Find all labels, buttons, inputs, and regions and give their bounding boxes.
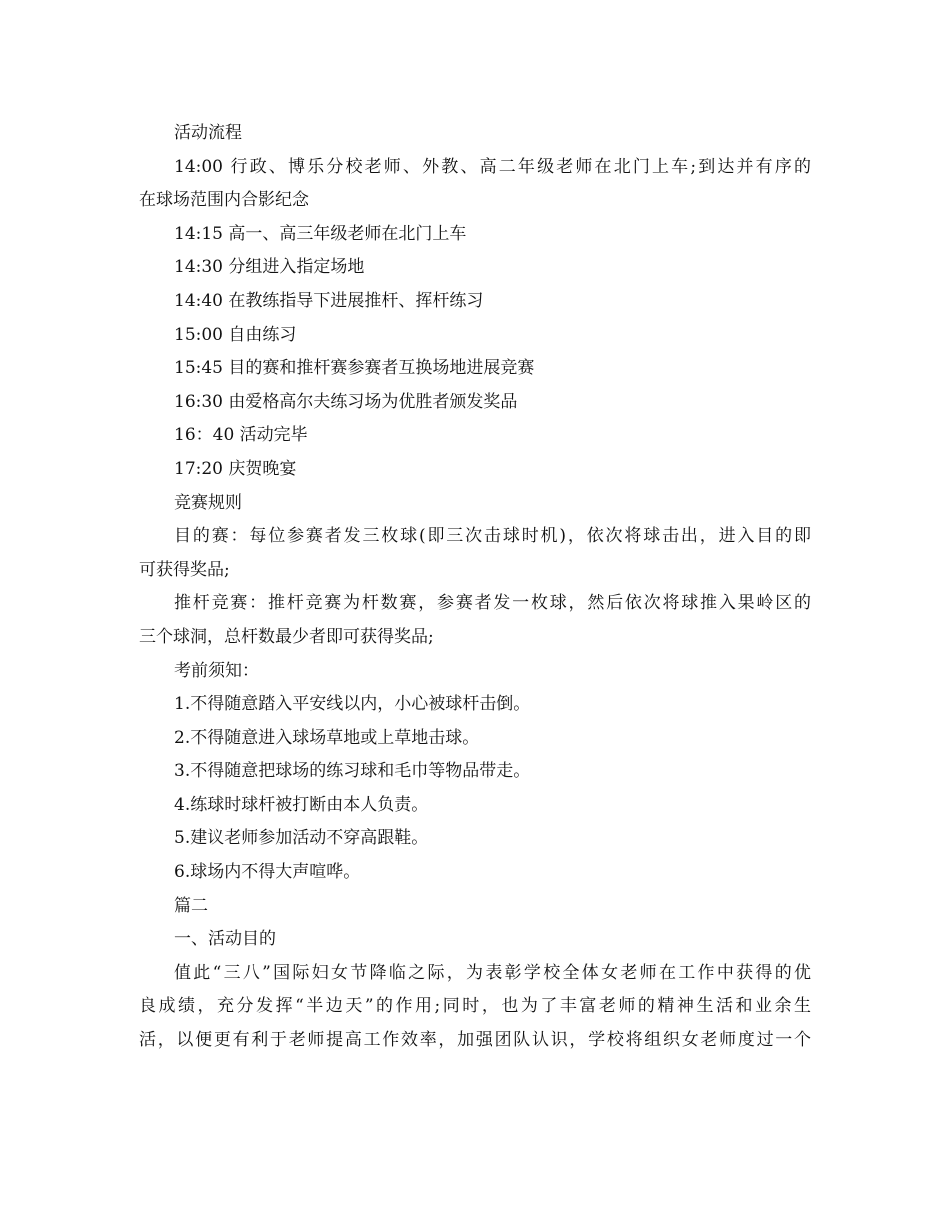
text-line: 17:20 庆贺晚宴 xyxy=(174,458,297,479)
text-line: 15:45 目的赛和推杆赛参赛者互换场地进展竞赛 xyxy=(174,358,535,379)
text-line: 2.不得随意进入球场草地或上草地击球。 xyxy=(174,727,480,748)
text-line: 值此“三八”国际妇女节降临之际，为表彰学校全体女老师在工作中获得的优 xyxy=(174,962,811,983)
text-line: 5.建议老师参加活动不穿高跟鞋。 xyxy=(174,828,429,849)
text-line: 考前须知： xyxy=(174,660,259,681)
text-line: 14:40 在教练指导下进展推杆、挥杆练习 xyxy=(174,290,484,311)
document-body xyxy=(139,117,811,1058)
text-line: 篇二 xyxy=(174,895,208,916)
text-line: 目的赛：每位参赛者发三枚球(即三次击球时机)，依次将球击出，进入目的即 xyxy=(174,526,811,547)
text-line: 活，以便更有利于老师提高工作效率，加强团队认识，学校将组织女老师度过一个 xyxy=(139,1030,811,1051)
text-line: 14:15 高一、高三年级老师在北门上车 xyxy=(174,223,467,244)
text-line: 16：40 活动完毕 xyxy=(174,425,308,446)
text-line: 在球场范围内合影纪念 xyxy=(139,190,309,211)
text-line: 14:00 行政、博乐分校老师、外教、高二年级老师在北门上车;到达并有序的 xyxy=(174,156,811,177)
text-line: 一、活动目的 xyxy=(174,929,276,950)
text-line: 竞赛规则 xyxy=(174,492,242,513)
text-line: 1.不得随意踏入平安线以内，小心被球杆击倒。 xyxy=(174,694,531,715)
text-line: 3.不得随意把球场的练习球和毛巾等物品带走。 xyxy=(174,761,531,782)
text-line: 三个球洞，总杆数最少者即可获得奖品; xyxy=(139,626,434,647)
text-line: 良成绩，充分发挥“半边天”的作用;同时，也为了丰富老师的精神生活和业余生 xyxy=(139,996,811,1017)
text-line: 推杆竞赛：推杆竞赛为杆数赛，参赛者发一枚球，然后依次将球推入果岭区的 xyxy=(174,593,811,614)
text-line: 可获得奖品; xyxy=(139,559,230,580)
text-line: 活动流程 xyxy=(174,123,242,143)
text-line: 4.练球时球杆被打断由本人负责。 xyxy=(174,794,429,815)
text-line: 6.球场内不得大声喧哗。 xyxy=(174,862,361,883)
text-line: 16:30 由爱格高尔夫练习场为优胜者颁发奖品 xyxy=(174,391,518,412)
text-line: 15:00 自由练习 xyxy=(174,324,297,345)
text-line: 14:30 分组进入指定场地 xyxy=(174,257,365,278)
